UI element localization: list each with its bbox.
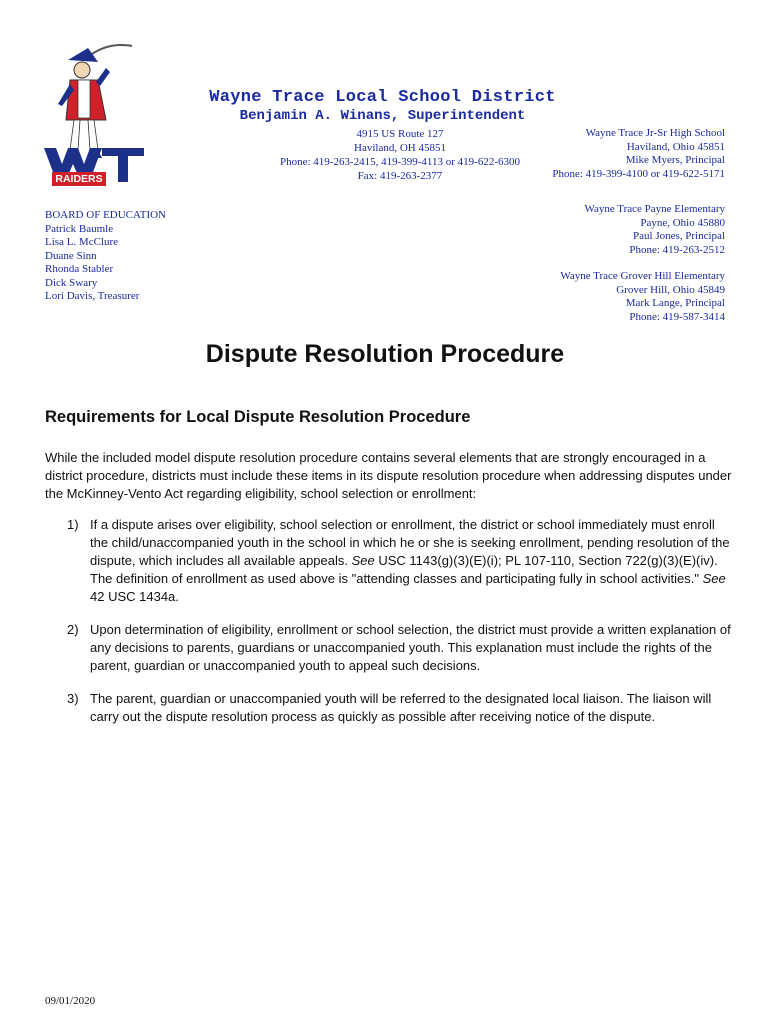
school-line: Mark Lange, Principal [625, 297, 725, 309]
board-member: Patrick Baumle [45, 222, 114, 235]
board-member: Duane Sinn [45, 249, 97, 262]
raiders-logo [40, 40, 148, 190]
intro-paragraph: While the included model dispute resolution procedure contains several elements that are strongly encouraged in a district procedure, districts must include these items in its dispute resolution procedure when addressing disputes under the McKinney-Vento Act regarding eligibility, school selection or enrollment: [45, 450, 732, 501]
board-of-education [45, 209, 166, 304]
school-line: Grover Hill, Ohio 45849 [616, 283, 725, 296]
school-line: Haviland, Ohio 45851 [626, 140, 725, 153]
school-line: Phone: 419-399-4100 or 419-622-5171 [552, 167, 725, 180]
requirement-text [90, 516, 735, 606]
school-line: Phone: 419-587-3414 [629, 310, 725, 323]
school-line: Wayne Trace Payne Elementary [584, 203, 725, 215]
requirement-item [45, 621, 735, 675]
citation-signal: See [351, 553, 375, 568]
district-address [260, 127, 540, 183]
schools-list [552, 127, 725, 337]
school-line: Wayne Trace Jr-Sr High School [585, 127, 725, 139]
requirement-text [90, 690, 735, 726]
requirement-text-part: USC 1143(g)(3)(E)(i); PL 107-110, Section 722(g)(3)(E)(iv). The definition of enrollment as used above is "attending classes and participating fully in school activities." [90, 553, 718, 586]
footer-date: 09/01/2020 [45, 995, 96, 1007]
address-line: Fax: 419-263-2377 [357, 170, 443, 182]
logo-raiders-text: RAIDERS [55, 173, 103, 185]
requirement-item [45, 516, 735, 606]
address-line: Haviland, OH 45851 [354, 142, 446, 154]
requirement-number: 3) [67, 691, 79, 706]
board-member: Lisa L. McClure [45, 236, 119, 248]
requirement-text-part: The parent, guardian or unaccompanied youth will be referred to the designated local liaison. The liaison will carry out the dispute resolution process as quickly as possible after receiving notice of the dispute. [90, 691, 712, 724]
school-line: Wayne Trace Grover Hill Elementary [560, 270, 725, 282]
board-member: Rhonda Stabler [45, 263, 114, 275]
school-line: Payne, Ohio 45880 [640, 216, 725, 229]
requirement-number: 1) [67, 517, 79, 532]
school-line: Mike Myers, Principal [625, 154, 725, 166]
board-member: Dick Swary [45, 276, 98, 289]
superintendent: Benjamin A. Winans, Superintendent [239, 108, 526, 124]
school-payne-elementary [552, 203, 725, 257]
citation-signal: See [702, 571, 726, 586]
board-title: BOARD OF EDUCATION [45, 209, 167, 221]
requirement-text [90, 621, 735, 675]
document-title: Dispute Resolution Procedure [205, 340, 565, 368]
section-heading: Requirements for Local Dispute Resolution Procedure [45, 408, 471, 426]
school-line: Phone: 419-263-2512 [629, 243, 725, 256]
school-grover-hill-elementary [552, 270, 725, 324]
requirement-text-part: 42 USC 1434a. [90, 589, 179, 604]
district-name: Wayne Trace Local School District [209, 88, 556, 107]
requirement-text-part: Upon determination of eligibility, enrollment or school selection, the district must provide a written explanation of any decisions to parents, guardians or unaccompanied youth. This explanation must include the rights of the parent, guardian or unaccompanied youth to appeal such decisions. [90, 622, 731, 673]
requirements-list [45, 516, 735, 741]
address-line: Phone: 419-263-2415, 419-399-4113 or 419-622-6300 [279, 156, 521, 168]
board-member: Lori Davis, Treasurer [45, 290, 140, 302]
requirement-text-part: If a dispute arises over eligibility, school selection or enrollment, the district or school immediately must enroll the child/unaccompanied youth in the school in which he or she is seeking enrollment, pending resolution of the dispute, which includes all available appeals. [90, 517, 730, 568]
address-line: 4915 US Route 127 [356, 128, 444, 140]
requirement-item [45, 690, 735, 726]
school-line: Paul Jones, Principal [633, 230, 725, 242]
school-jr-sr-high [552, 127, 725, 181]
requirement-number: 2) [67, 622, 79, 637]
